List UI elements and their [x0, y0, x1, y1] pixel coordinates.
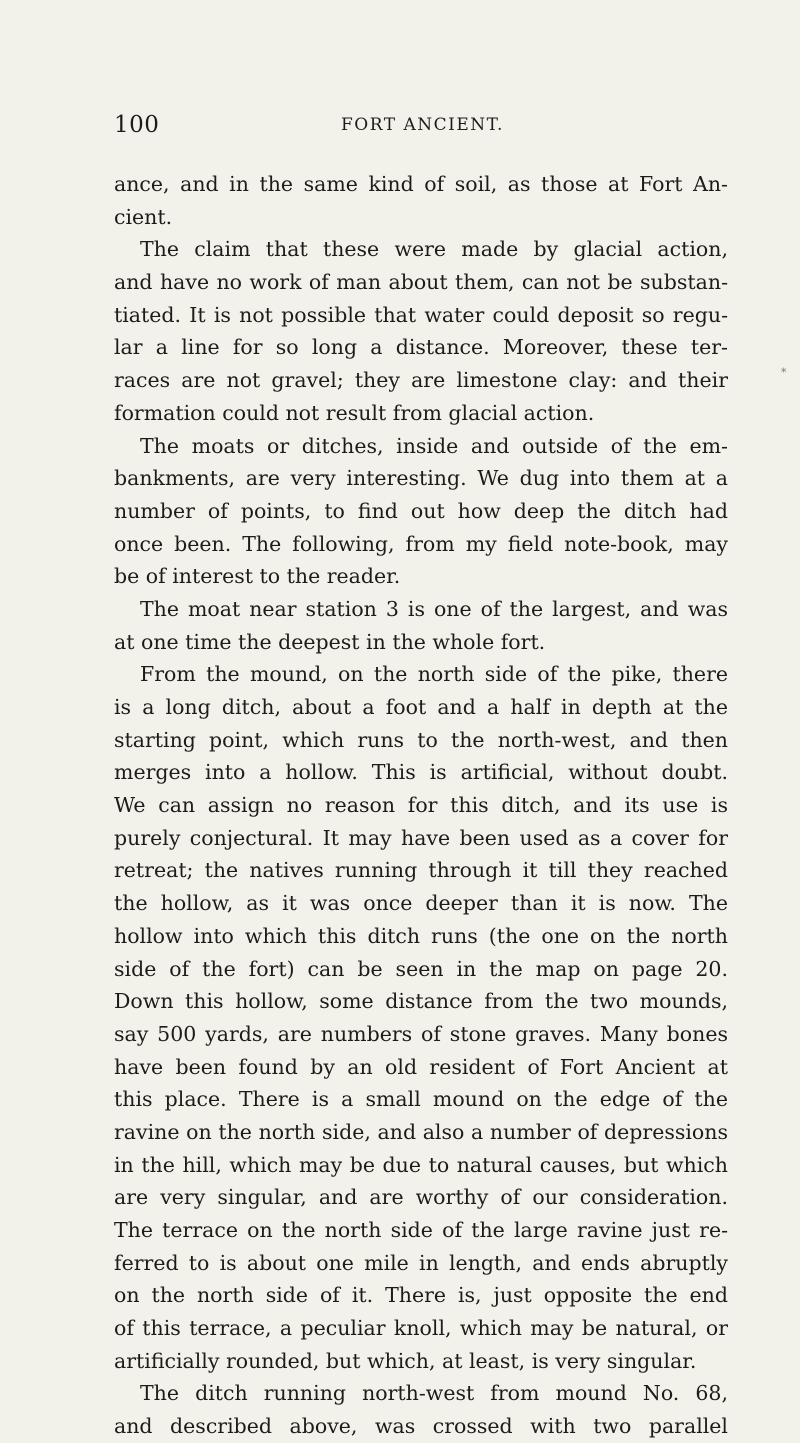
text-line: artificially rounded, but which, at least, is very singular.: [114, 1348, 697, 1373]
text-line: and have no work of man about them, can not be substan-: [114, 270, 728, 295]
text-line: ance, and in the same kind of soil, as those at Fort An-: [114, 172, 728, 196]
text-line: ravine on the north side, and also a number of depressions: [114, 1119, 728, 1144]
text-line: side of the fort) can be seen in the map on page 20.: [114, 956, 728, 981]
text-line: Down this hollow, some distance from the two mounds,: [114, 989, 728, 1014]
text-line: starting point, which runs to the north-west, and then: [114, 727, 728, 752]
text-line: have been found by an old resident of Fort Ancient at: [114, 1054, 728, 1079]
text-line: lar a line for so long a distance. Moreover, these ter-: [114, 335, 728, 360]
text-line: From the mound, on the north side of the pike, there: [140, 662, 728, 687]
text-line: purely conjectural. It may have been used as a cover for: [114, 825, 728, 850]
running-head: FORT ANCIENT.: [341, 115, 504, 135]
text-line: The moat near station 3 is one of the largest, and was: [140, 596, 728, 621]
text-line: on the north side of it. There is, just opposite the end: [114, 1283, 728, 1308]
text-line: in the hill, which may be due to natural causes, but which: [114, 1152, 728, 1177]
text-line: We can assign no reason for this ditch, and its use is: [114, 793, 728, 818]
text-line: ferred to is about one mile in length, and ends abruptly: [114, 1250, 728, 1275]
text-line: this place. There is a small mound on the edge of the: [114, 1087, 728, 1112]
text-line: once been. The following, from my field note-book, may: [114, 531, 728, 556]
text-line: races are not gravel; they are limestone clay: and their: [114, 368, 728, 393]
text-line: cient.: [114, 204, 173, 229]
text-line: formation could not result from glacial action.: [114, 400, 595, 425]
text-line: is a long ditch, about a foot and a half in depth at the: [114, 695, 728, 719]
text-line: at one time the deepest in the whole fort.: [114, 629, 546, 654]
text-line: hollow into which this ditch runs (the one on the north: [114, 923, 728, 948]
text-line: bankments, are very interesting. We dug into them at a: [114, 466, 728, 491]
page-header: [114, 112, 728, 142]
text-line: tiated. It is not possible that water could deposit so regu-: [114, 302, 728, 327]
body-text: [114, 168, 728, 1443]
text-line: number of points, to find out how deep the ditch had: [114, 498, 728, 523]
text-line: retreat; the natives running through it till they reached: [114, 858, 728, 883]
text-line: and described above, was crossed with two parallel: [114, 1414, 728, 1439]
page-number: 100: [114, 112, 160, 138]
text-line: The terrace on the north side of the large ravine just re-: [114, 1218, 728, 1242]
text-line: The moats or ditches, inside and outside of the em-: [140, 433, 728, 458]
text-line: The claim that these were made by glacial action,: [140, 237, 728, 262]
text-line: say 500 yards, are numbers of stone graves. Many bones: [114, 1021, 728, 1046]
text-line: merges into a hollow. This is artificial, without doubt.: [114, 760, 728, 785]
text-line: are very singular, and are worthy of our consideration.: [114, 1185, 728, 1210]
margin-mark: *: [781, 366, 787, 379]
text-line: the hollow, as it was once deeper than it is now. The: [114, 891, 728, 916]
text-line: be of interest to the reader.: [114, 564, 401, 589]
text-line: of this terrace, a peculiar knoll, which may be natural, or: [114, 1316, 728, 1341]
text-line: The ditch running north-west from mound No. 68,: [140, 1381, 728, 1406]
